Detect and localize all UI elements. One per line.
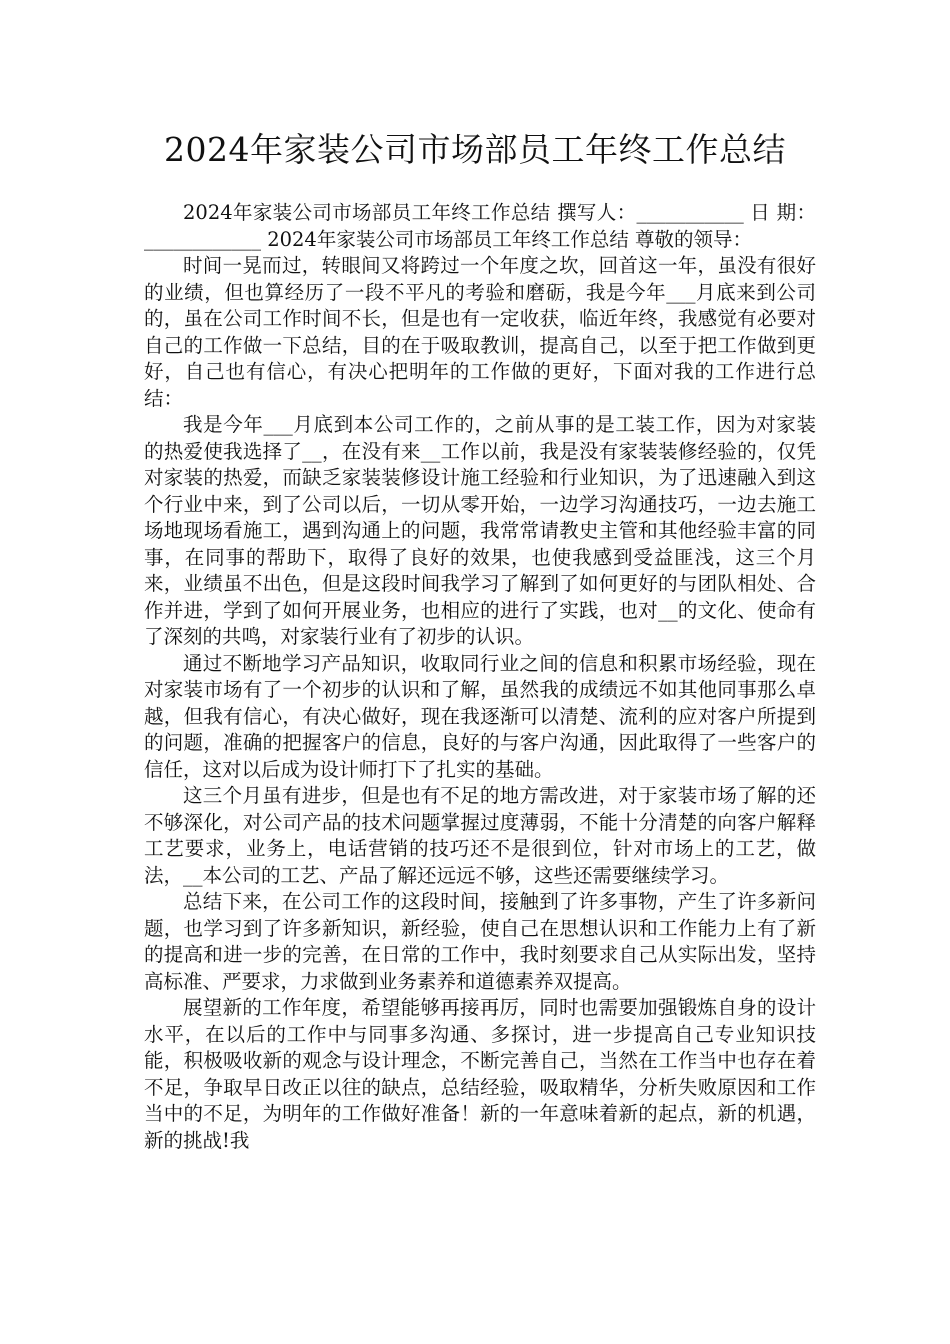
- paragraph-experience: 我是今年___月底到本公司工作的，之前从事的是工装工作，因为对家装的热爱使我选择了__，在没有来__工作以前，我是没有家装装修经验的，仅凭对家装的热爱，而缺乏家装装修设计施工经验和行业知识，为了迅速融入到这个行业中来，到了公司以后，一切从零开始，一边学习沟通技巧，一边去施工场地现场看施工，遇到沟通上的问题，我常常请教史主管和其他经验丰富的同事，在同事的帮助下，取得了良好的效果，也使我感到受益匪浅，这三个月来，业绩虽不出色，但是这段时间我学习了解到了如何更好的与团队相处、合作并进，学到了如何开展业务，也相应的进行了实践，也对__的文化、使命有了深刻的共鸣，对家装行业有了初步的认识。: [144, 413, 816, 648]
- document-title: 2024年家装公司市场部员工年终工作总结: [164, 130, 786, 169]
- paragraph-intro: 时间一晃而过，转眼间又将跨过一个年度之坎，回首这一年，虽没有很好的业绩，但也算经历了一段不平凡的考验和磨砺，我是今年___月底来到公司的，虽在公司工作时间不长，但是也有一定收获，临近年终，我感觉有必要对自己的工作做一下总结，目的在于吸取教训，提高自己，以至于把工作做到更好，自己也有信心，有决心把明年的工作做的更好，下面对我的工作进行总结：: [144, 254, 816, 410]
- paragraph-learning: 通过不断地学习产品知识，收取同行业之间的信息和积累市场经验，现在对家装市场有了一个初步的认识和了解，虽然我的成绩远不如其他同事那么卓越，但我有信心，有决心做好，现在我逐渐可以清楚、流利的应对客户所提到的问题，准确的把握客户的信息，良好的与客户沟通，因此取得了一些客户的信任，这对以后成为设计师打下了扎实的基础。: [144, 651, 816, 781]
- paragraph-header: 2024年家装公司市场部员工年终工作总结 撰写人：___________ 日 期：____________ 2024年家装公司市场部员工年终工作总结 尊敬的领导：: [144, 201, 816, 251]
- paragraph-shortcomings: 这三个月虽有进步，但是也有不足的地方需改进，对于家装市场了解的还不够深化，对公司产品的技术问题掌握过度薄弱，不能十分清楚的向客户解释工艺要求，业务上，电话营销的技巧还不是很到位，针对市场上的工艺，做法，__本公司的工艺、产品了解还远远不够，这些还需要继续学习。: [144, 784, 816, 887]
- document-body: [144, 200, 816, 1154]
- paragraph-summary: 总结下来，在公司工作的这段时间，接触到了许多事物，产生了许多新问题，也学习到了许多新知识，新经验，使自己在思想认识和工作能力上有了新的提高和进一步的完善，在日常的工作中，我时刻要求自己从实际出发，坚持高标准、严要求，力求做到业务素养和道德素养双提高。: [144, 890, 816, 993]
- paragraph-outlook: 展望新的工作年度，希望能够再接再厉，同时也需要加强锻炼自身的设计水平，在以后的工作中与同事多沟通、多探讨，进一步提高自己专业知识技能，积极吸收新的观念与设计理念，不断完善自己，当然在工作当中也存在着不足，争取早日改正以往的缺点，总结经验，吸取精华，分析失败原因和工作当中的不足，为明年的工作做好准备！新的一年意味着新的起点，新的机遇，新的挑战!我: [144, 996, 816, 1152]
